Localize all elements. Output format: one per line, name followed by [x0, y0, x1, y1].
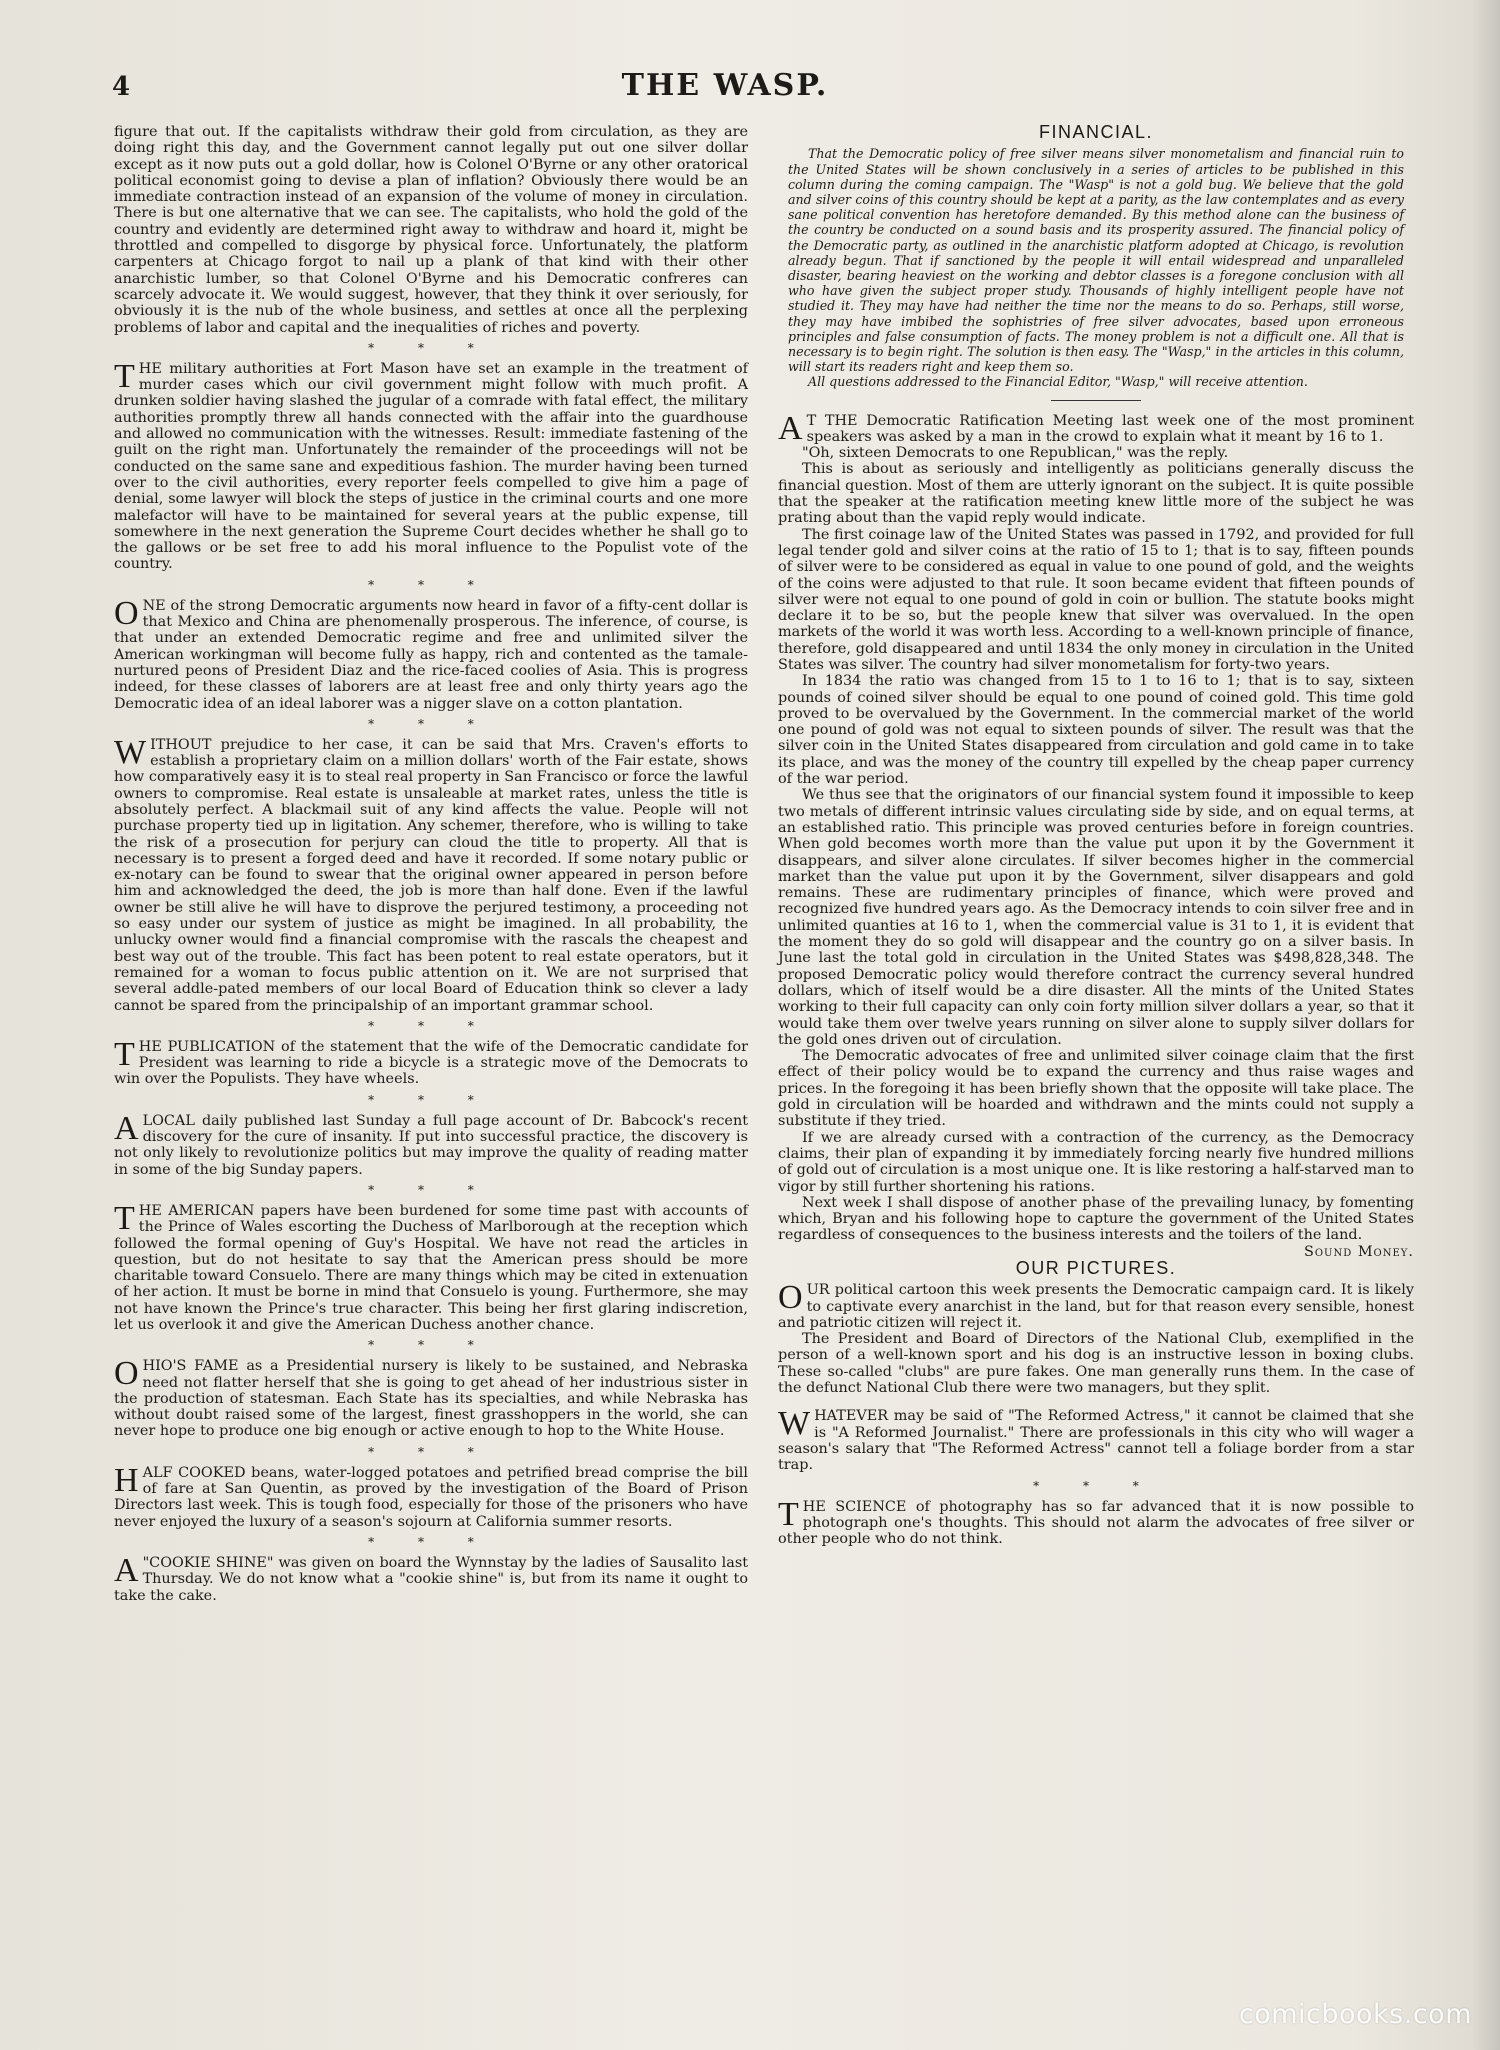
dropcap: W [114, 733, 147, 771]
dropcap: A [778, 409, 803, 447]
editorial-article [114, 733, 748, 1014]
article-text: HIO'S FAME as a Presidential nursery is likely to be sustained, and Nebraska need not flatter herself that she is going to get ahead of her industrious sister in the production of statesman. Each State has its specialties, and while Nebraska has without doubt raised some of the largest, finest grasshoppers in the world, she can never hope to produce one big enough or active enough to hop to the White House. [114, 1358, 748, 1440]
right-column [778, 124, 1414, 1547]
article-paragraph: "Oh, sixteen Democrats to one Republican," was the reply. [802, 445, 1229, 462]
page-header [0, 68, 1450, 108]
article-paragraph [114, 733, 748, 1014]
article-text: HE SCIENCE of photography has so far advanced that it is now possible to photograph one's thoughts. This should not alarm the advocates of free silver or other people who do not think. [778, 1498, 1414, 1548]
article-paragraph: The President and Board of Directors of the National Club, exemplified in the person of a well-known sport and his dog is an instructive lesson in boxing clubs. These so-called "clubs" are pure fakes. One man generally runs them. In the case of the defunct National Club there were two managers, but they split. [778, 1331, 1414, 1397]
article-paragraph [778, 1495, 1414, 1548]
article-paragraph [114, 1461, 748, 1530]
article-paragraph [114, 1355, 748, 1440]
pictures-heading: OUR PICTURES. [1015, 1257, 1177, 1278]
financial-heading: FINANCIAL. [1038, 122, 1154, 142]
separator-stars: * * * [1033, 1478, 1159, 1493]
financial-editorial-note [778, 146, 1414, 389]
separator-stars: * * * [368, 1182, 494, 1197]
article-paragraph [114, 1551, 748, 1604]
dropcap: T [778, 1495, 799, 1533]
editorial-article [114, 1461, 748, 1530]
dropcap: T [114, 357, 135, 395]
page-number: 4 [112, 72, 131, 102]
editorial-article [114, 594, 748, 712]
article-paragraph [778, 1405, 1414, 1474]
photography-article [778, 1495, 1414, 1548]
article-text: HE military authorities at Fort Mason have set an example in the treatment of murder cases which our civil government might follow with much profit. A drunken soldier having slashed the jugular of a comrade with fatal effect, the military authorities promptly threw all hands connected with the affair into the guardhouse and allowed no communication with the witnesses. Result: immediate fastening of the guilt on the right man. Unfortunately the remainder of the proceedings will not be conducted on the same sane and expeditious fashion. The murder having been turned over to the civil authorities, every reporter feels compelled to give him a page of denial, some lawyer will block the steps of justice in the criminal courts and one more malefactor will have to be maintained for several years at the public expense, till somewhere in the next generation the Supreme Court decides whether he shall go to the gallows or be set free to add his moral influence to the Populist vote of the country. [114, 360, 748, 573]
separator-stars: * * * [368, 1092, 494, 1107]
article-paragraph: In 1834 the ratio was changed from 15 to 1 to 16 to 1; that is to say, sixteen pounds of coined silver should be equal to one pound of coined gold. This time gold proved to be overvalued by the Government. In the commercial market of the world one pound of gold was not equal to sixteen pounds of silver. The result was that the silver coin in the United States disappeared from circulation and gold came in to take its place, and was the money of the country till expelled by the cheap paper currency of the war period. [778, 673, 1414, 788]
article-text: ITHOUT prejudice to her case, it can be said that Mrs. Craven's efforts to establish a proprietary claim on a million dollars' worth of the Fair estate, shows how comparatively easy it is to steal real property in San Francisco or force the lawful owners to compromise. Real estate is unsaleable at market rates, unless the title is absolutely perfect. A blackmail suit of any kind affects the value. People will not purchase property tied up in ligitation. Any schemer, therefore, who is willing to take the risk of a prosecution for perjury can cloud the title to property. All that is necessary is to present a forged deed and have it recorded. If some notary public or ex-notary can be found to swear that the original owner appeared in person before him and acknowledged the deed, the job is more than half done. Even if the lawful owner be still alive he will have to disprove the perjured testimony, a proceeding not so easy under our system of justice as might be imagined. In all probability, the unlucky owner would find a financial compromise with the rascals the cheapest and best way out of the trouble. This fact has been potent to real estate operators, but it remained for a woman to focus public attention on it. We are not surprised that several addle-pated members of our local Board of Education think so clever a lady cannot be spared from the principalship of an important grammar school. [114, 736, 748, 1014]
article-paragraph [114, 594, 748, 712]
dropcap: T [114, 1035, 135, 1073]
site-watermark: comicbooks.com [1238, 1999, 1472, 2030]
dropcap: W [778, 1405, 811, 1443]
separator-stars: * * * [368, 716, 494, 731]
editorial-article [114, 1199, 748, 1333]
editorial-note-paragraph: All questions addressed to the Financial Editor, "Wasp," will receive attention. [808, 374, 1308, 390]
article-paragraph: If we are already cursed with a contraction of the currency, as the Democracy claims, their plan of expanding it by immediately forcing nearly five hundred millions of gold out of circulation is a most unique one. It is like restoring a half-starved man to vigor by still further shortening his rations. [778, 1129, 1414, 1195]
article-paragraph [778, 409, 1414, 447]
editorial-article [114, 1035, 748, 1088]
editorial-article [114, 124, 748, 336]
dropcap: O [114, 594, 139, 632]
separator-stars: * * * [368, 577, 494, 592]
separator-stars: * * * [368, 1338, 494, 1353]
article-text: T THE Democratic Ratification Meeting last week one of the most prominent speakers was asked by a man in the crowd to explain what it meant by 16 to 1. [806, 412, 1414, 445]
editorial-article [114, 1109, 748, 1178]
signature: Sound Money. [1304, 1243, 1414, 1260]
article-paragraph [114, 1109, 748, 1178]
spacer [778, 1396, 1414, 1408]
pictures-article [778, 1279, 1414, 1397]
masthead: THE WASP. [621, 68, 829, 103]
article-text: UR political cartoon this week presents the Democratic campaign card. It is likely to captivate every anarchist in the land, but for that reason every sensible, honest and patriotic citizen will reject it. [778, 1282, 1414, 1331]
article-paragraph [114, 1035, 748, 1088]
article-text: "COOKIE SHINE" was given on board the Wynnstay by the ladies of Sausalito last Thursday. We do not know what a "cookie shine" is, but from its name it ought to take the cake. [114, 1554, 748, 1604]
financial-article [778, 409, 1415, 1260]
article-text: HE PUBLICATION of the statement that the wife of the Democratic candidate for President was learning to ride a bicycle is a strategic move of the Democrats to win over the Populists. They have wheels. [114, 1038, 748, 1088]
article-text: ALF COOKED beans, water-logged potatoes and petrified bread comprise the bill of fare at San Quentin, as proved by the investigation of the Board of Prison Directors last week. This is tough food, especially for those of the prisoners who have never enjoyed the luxury of a season's sojourn at California summer resorts. [114, 1464, 748, 1530]
article-text: HE AMERICAN papers have been burdened for some time past with accounts of the Prince of Wales escorting the Duchess of Marlborough at the reception which followed the formal opening of Guy's Hospital. We have not read the articles in question, but do not hesitate to say that the American press should be more charitable toward Consuelo. There are many things which may be cited in extenuation of her action. It must be borne in mind that Consuelo is young. Furthermore, she may not have known the Prince's true character. This being her first glaring indiscretion, let us overlook it and give the American Duchess another chance. [114, 1202, 748, 1333]
separator-stars: * * * [368, 1534, 494, 1549]
article-paragraph: This is about as seriously and intelligently as politicians generally discuss the financial question. Most of them are utterly ignorant on the subject. It is quite possible that the speaker at the ratification meeting knew little more of the subject he was prating about than the vapid reply would indicate. [778, 461, 1415, 527]
dropcap: H [114, 1461, 139, 1499]
article-text: HATEVER may be said of "The Reformed Actress," it cannot be claimed that she is "A Reformed Journalist." There are professionals in this city who will wager a season's salary that "The Reformed Actress" cannot tell a foliage border from a star trap. [778, 1408, 1414, 1474]
dropcap: A [114, 1551, 139, 1589]
actress-article [778, 1405, 1414, 1474]
page-spine-shadow [1472, 0, 1500, 2050]
editorial-article [114, 1355, 748, 1440]
left-column [114, 124, 748, 1604]
article-text: NE of the strong Democratic arguments now heard in favor of a fifty-cent dollar is that Mexico and China are phenomenally prosperous. The inference, of course, is that under an extended Democratic regime and free and unlimited silver the American workingman will become fully as happy, rich and contented as the tamale-nurtured peons of President Diaz and the rice-faced coolies of Asia. This is progress indeed, for these classes of laborers are at least free and only thirty years ago the Democratic idea of an ideal laborer was a nigger slave on a cotton plantation. [114, 597, 748, 712]
separator-stars: * * * [368, 340, 494, 355]
article-paragraph: The Democratic advocates of free and unlimited silver coinage claim that the first effect of their policy would be to expand the currency and thus raise wages and prices. In the foregoing it has been briefly shown that the opposite will take place. The gold in circulation will be hoarded and withdrawn and the mints could not supply a substitute if they tried. [778, 1048, 1414, 1130]
editorial-note-paragraph: That the Democratic policy of free silver means silver monometalism and financial ruin to the United States will be shown conclusively in a series of articles to be published in this column during the coming campaign. The "Wasp" is not a gold bug. We believe that the gold and silver coins of this country should be kept at a parity, as the law contemplates and as every sane political convention has heretofore demanded. By this method alone can the business of the country be conducted on a sound basis and its prosperity assured. The financial policy of the Democratic party, as outlined in the anarchistic platform adopted at Chicago, is revolution already begun. That if sanctioned by the people it will entail widespread and unparalleled disaster, bearing heaviest on the working and debtor classes is a foregone conclusion with all who have given the subject proper study. Thousands of highly intelligent people have not studied it. They may have had neither the time nor the means to do so. Perhaps, still worse, they may have imbibed the sophistries of free silver advocates, based upon erroneous principles and false consumption of facts. The money problem is not a difficult one. All that is necessary is to begin right. The solution is then easy. The "Wasp," in the articles in this column, will start its readers right and keep them so. [788, 146, 1404, 375]
separator-stars: * * * [368, 1444, 494, 1459]
editorial-article [114, 357, 748, 573]
article-paragraph: Next week I shall dispose of another phase of the prevailing lunacy, by fomenting which, Bryan and his following hope to capture the government of the United States regardless of consequences to the business interests and the toilers of the land. [778, 1194, 1414, 1244]
article-paragraph [114, 357, 748, 573]
dropcap: T [114, 1199, 135, 1237]
dropcap: O [778, 1279, 803, 1317]
article-paragraph: figure that out. If the capitalists withdraw their gold from circulation, as they are doing right this day, and the Government cannot legally put out one silver dollar except as it now puts out a gold dollar, how is Colonel O'Byrne or any other oratorical political economist going to devise a plan of inflation? Obviously there would be an immediate contraction instead of an expansion of the volume of money in circulation. There is but one alternative that we can see. The capitalists, who hold the gold of the country and evidently are determined right away to withdraw and hoard it, might be throttled and compelled to disgorge by physical force. Unfortunately, the platform carpenters at Chicago forgot to nail up a plank of that kind with their other anarchistic lumber, so that Colonel O'Byrne and his Democratic confreres can scarcely advocate it. We would suggest, however, that they think it over seriously, for obviously it is the nub of the whole business, and settles at once all the perplexing problems of labor and capital and the inequalities of riches and poverty. [114, 124, 748, 336]
article-paragraph: The first coinage law of the United States was passed in 1792, and provided for full legal tender gold and silver coins at the ratio of 15 to 1; that is to say, fifteen pounds of silver were to be considered as equal in value to one pound of gold, and the weights of the coins were adjusted to that rule. It soon became evident that fifteen pounds of silver were not equal to one pound of gold in coin or bullion. The statute books might declare it to be so, but the people knew that silver was overvalued. In the open markets of the world it was worth less. According to a well-known principle of finance, therefore, gold disappeared and until 1834 the only money in circulation in the United States was silver. The country had silver monometalism for forty-two years. [778, 526, 1414, 673]
article-paragraph [114, 1199, 748, 1333]
dropcap: O [114, 1355, 139, 1393]
divider-rule [1051, 400, 1141, 401]
separator-stars: * * * [368, 1018, 494, 1033]
editorial-article [114, 1551, 748, 1604]
article-text: LOCAL daily published last Sunday a full page account of Dr. Babcock's recent discovery for the cure of insanity. If put into successful practice, the discovery is not only likely to revolutionize politics but may improve the quality of reading matter in some of the big Sunday papers. [114, 1112, 748, 1178]
article-paragraph [778, 1279, 1414, 1331]
article-paragraph: We thus see that the originators of our financial system found it impossible to keep two metals of different intrinsic values circulating side by side, and on equal terms, at an established ratio. This principle was proved centuries before in foreign countries. When gold becomes worth more than the value put upon it by the Government it disappears, and silver alone circulates. If silver becomes higher in the commercial market than the value put upon it by the Government, silver disappears and gold remains. These are rudimentary principles of finance, which were proved and recognized five hundred years ago. As the Democracy intends to coin silver free and in unlimited quanties at 16 to 1, when the commercial value is 31 to 1, it is evident that the moment they do so gold will disappear and the country go on a silver basis. In June last the total gold in circulation in the United States was $498,828,348. The proposed Democratic policy would therefore contract the currency several hundred dollars, which of itself would be a dire disaster. All the mints of the United States working to their full capacity can only coin forty million silver dollars a year, so that it would take them over twelve years running on silver alone to supply silver dollars for the gold ones driven out of circulation. [778, 787, 1414, 1048]
dropcap: A [114, 1109, 139, 1147]
